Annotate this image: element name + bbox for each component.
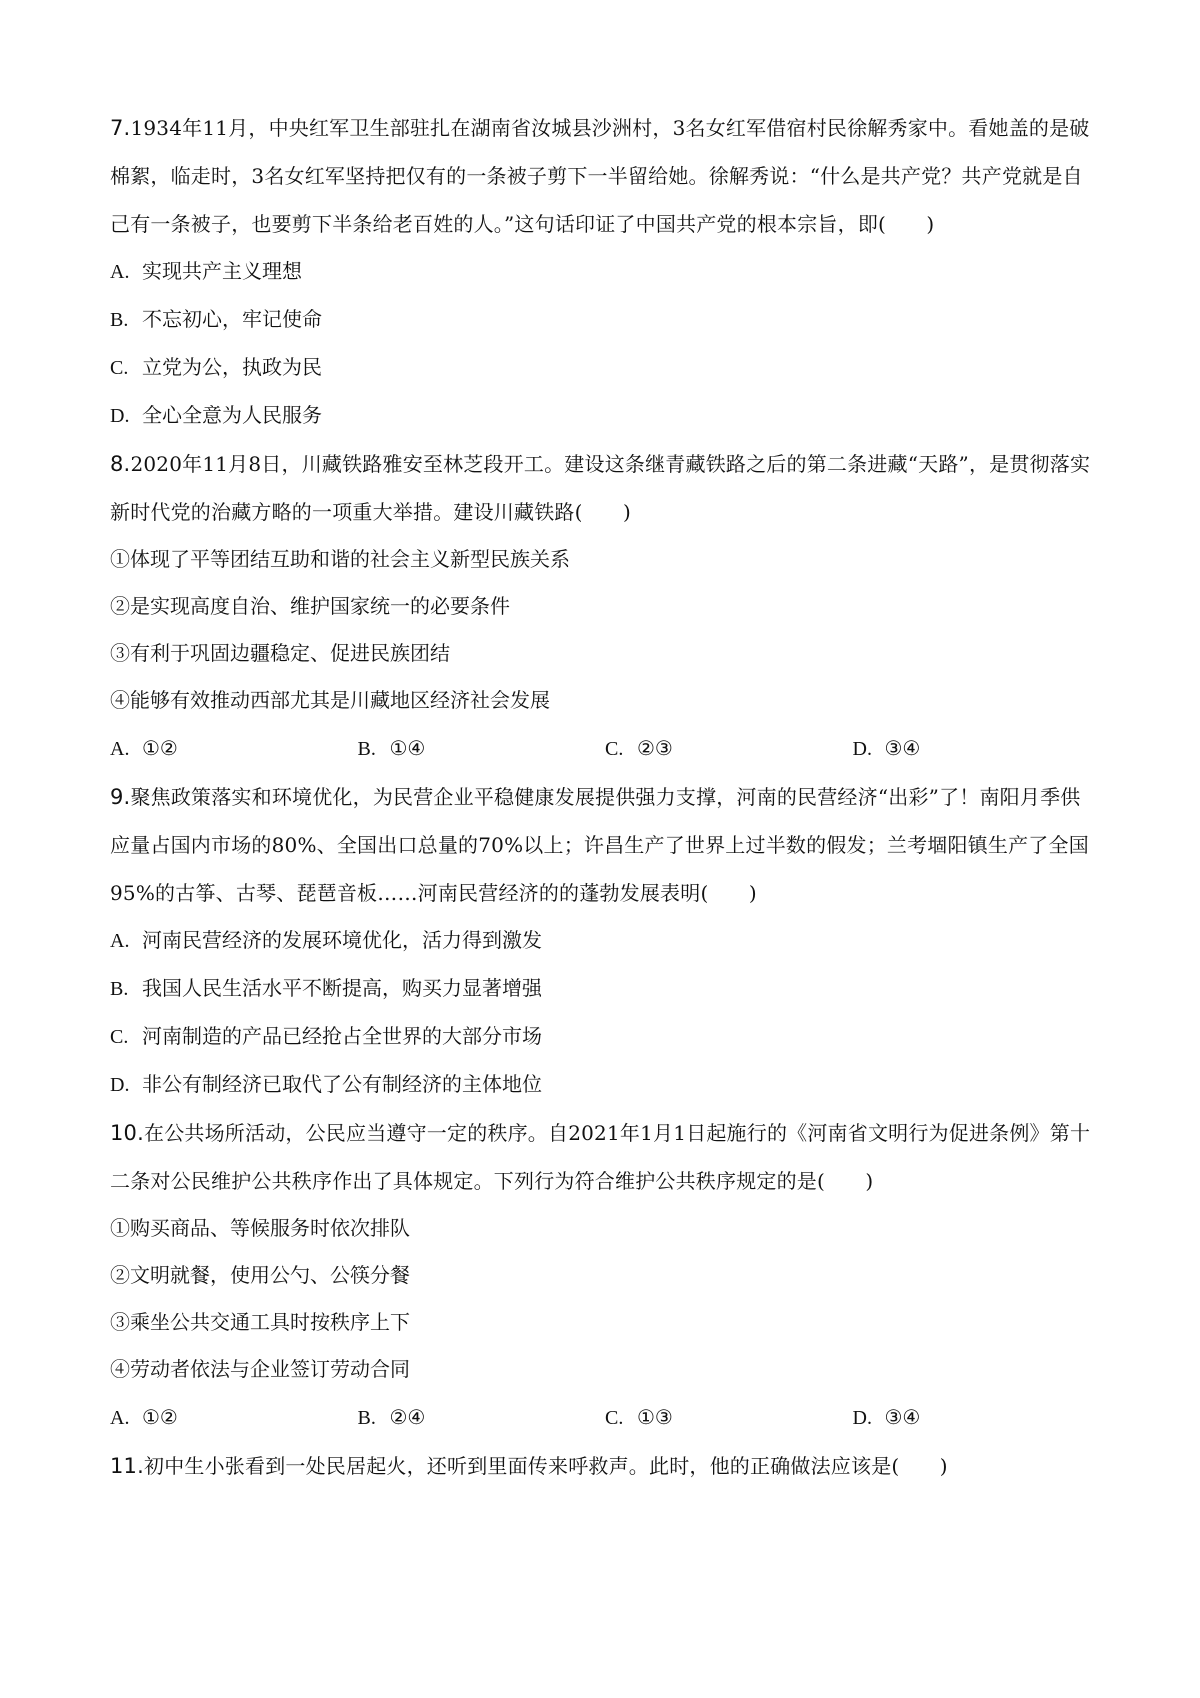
question-9-number: 9. xyxy=(110,785,131,809)
question-10-option-d: D. ③④ xyxy=(852,1405,921,1429)
question-9-option-b: B. 我国人民生活水平不断提高，购买力显著增强 xyxy=(110,976,542,1000)
question-10-statement-3: ③乘坐公共交通工具时按秩序上下 xyxy=(110,1310,410,1334)
question-10-option-b: B. ②④ xyxy=(357,1405,426,1429)
question-8-statement-3: ③有利于巩固边疆稳定、促进民族团结 xyxy=(110,641,450,665)
question-8-option-c: C. ②③ xyxy=(605,736,673,760)
question-10 xyxy=(110,1109,1100,1442)
question-10-options xyxy=(110,1393,1100,1442)
question-8 xyxy=(110,440,1100,773)
question-8-option-d: D. ③④ xyxy=(852,736,921,760)
question-7-option-d: D. 全心全意为人民服务 xyxy=(110,403,322,427)
question-11-number: 11. xyxy=(110,1454,144,1478)
question-10-option-c: C. ①③ xyxy=(605,1405,673,1429)
question-8-options xyxy=(110,724,1100,773)
question-11-text: 初中生小张看到一处民居起火，还听到里面传来呼救声。此时，他的正确做法应该是( ) xyxy=(144,1454,948,1478)
question-9-text: 聚焦政策落实和环境优化，为民营企业平稳健康发展提供强力支撑，河南的民营经济“出彩”了！南阳月季供应量占国内市场的80%、全国出口总量的70%以上；许昌生产了世界上过半数的假发；兰考堌阳镇生产了全国95%的古筝、古琴、琵琶音板……河南民营经济的的蓬勃发展表明( ) xyxy=(110,785,1089,905)
question-10-stem xyxy=(110,1109,1100,1205)
question-7-option-a: A. 实现共产主义理想 xyxy=(110,259,302,283)
question-8-option-a: A. ①② xyxy=(110,736,178,760)
question-8-statement-2: ②是实现高度自治、维护国家统一的必要条件 xyxy=(110,594,510,618)
question-9-option-a: A. 河南民营经济的发展环境优化，活力得到激发 xyxy=(110,928,542,952)
question-7-option-b: B. 不忘初心，牢记使命 xyxy=(110,307,322,331)
question-8-stem xyxy=(110,440,1100,536)
question-9-option-c: C. 河南制造的产品已经抢占全世界的大部分市场 xyxy=(110,1024,542,1048)
question-10-text: 在公共场所活动，公民应当遵守一定的秩序。自2021年1月1日起施行的《河南省文明行为促进条例》第十二条对公民维护公共秩序作出了具体规定。下列行为符合维护公共秩序规定的是( ) xyxy=(110,1121,1091,1193)
question-8-text: 2020年11月8日，川藏铁路雅安至林芝段开工。建设这条继青藏铁路之后的第二条进藏“天路”，是贯彻落实新时代党的治藏方略的一项重大举措。建设川藏铁路( ) xyxy=(110,452,1091,524)
question-7 xyxy=(110,104,1100,440)
question-9-option-d: D. 非公有制经济已取代了公有制经济的主体地位 xyxy=(110,1072,542,1096)
question-10-statement-2: ②文明就餐，使用公勺、公筷分餐 xyxy=(110,1263,410,1287)
question-8-statement-4: ④能够有效推动西部尤其是川藏地区经济社会发展 xyxy=(110,688,550,712)
question-7-number: 7. xyxy=(110,116,131,140)
question-11-stem xyxy=(110,1442,1100,1490)
question-7-stem xyxy=(110,104,1100,248)
question-8-option-b: B. ①④ xyxy=(357,736,426,760)
question-9-stem xyxy=(110,773,1100,917)
question-10-number: 10. xyxy=(110,1121,144,1145)
question-7-text: 1934年11月，中央红军卫生部驻扎在湖南省汝城县沙洲村，3名女红军借宿村民徐解秀家中。看她盖的是破棉絮，临走时，3名女红军坚持把仅有的一条被子剪下一半留给她。徐解秀说：“什么是共产党？共产党就是自己有一条被子，也要剪下半条给老百姓的人。”这句话印证了中国共产党的根本宗旨，即( ) xyxy=(110,116,1090,236)
question-10-statement-4: ④劳动者依法与企业签订劳动合同 xyxy=(110,1357,410,1381)
question-8-statement-1: ①体现了平等团结互助和谐的社会主义新型民族关系 xyxy=(110,547,570,571)
question-11 xyxy=(110,1442,1100,1490)
question-9 xyxy=(110,773,1100,1109)
question-8-number: 8. xyxy=(110,452,131,476)
question-10-statement-1: ①购买商品、等候服务时依次排队 xyxy=(110,1216,410,1240)
question-10-option-a: A. ①② xyxy=(110,1405,178,1429)
question-7-option-c: C. 立党为公，执政为民 xyxy=(110,355,322,379)
